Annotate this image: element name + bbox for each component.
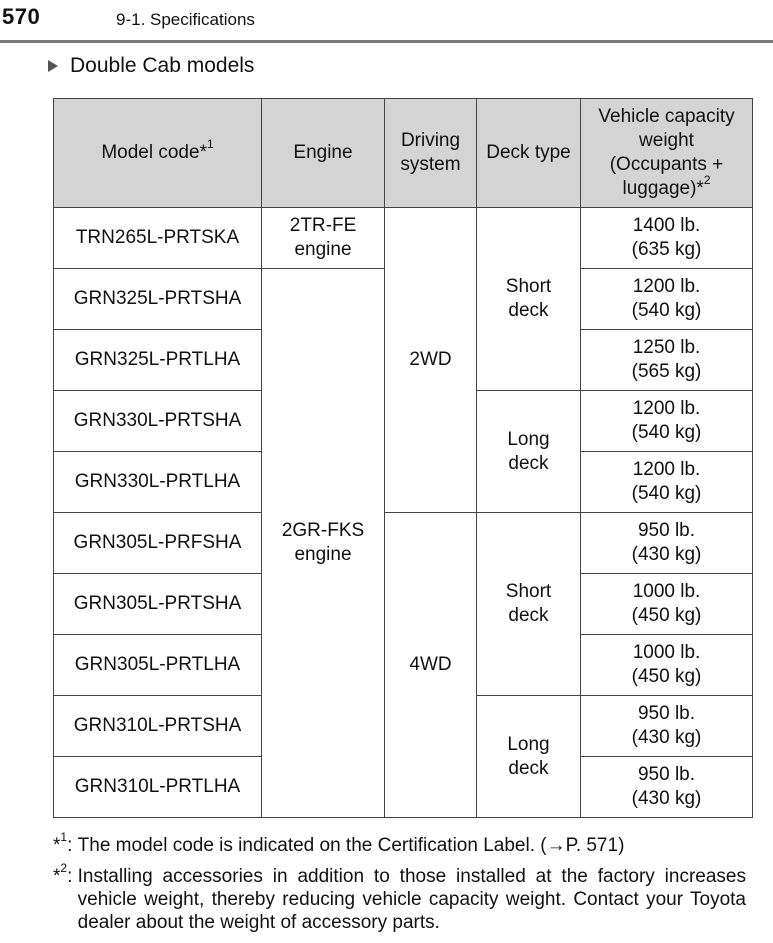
footnote-marker: *$^1$:: [53, 829, 78, 856]
header-model-code: Model code*$^1$: [54, 99, 262, 208]
model-code-cell: GRN310L-PRTLHA: [54, 757, 262, 818]
capacity-cell: 1200 lb. (540 kg): [581, 391, 753, 452]
model-code-cell: GRN325L-PRTSHA: [54, 269, 262, 330]
model-code-cell: GRN325L-PRTLHA: [54, 330, 262, 391]
capacity-cell: 1200 lb. (540 kg): [581, 452, 753, 513]
footnote-1: [53, 829, 746, 857]
page-number: 570: [2, 4, 41, 29]
header-deck-type: Deck type: [477, 99, 581, 208]
capacity-cell: 1000 lb. (450 kg): [581, 574, 753, 635]
footnote-text: Installing accessories in addition to those installed at the factory increases vehicle weight, thereby reducing vehicle capacity weight. Contact your Toyota dealer about the weight of accessory parts.: [77, 866, 746, 933]
table-header-row: [54, 99, 753, 208]
capacity-cell: 1000 lb. (450 kg): [581, 635, 753, 696]
capacity-cell: 1200 lb. (540 kg): [581, 269, 753, 330]
deck-type-cell: Long deck: [477, 696, 581, 818]
header-driving-system: Driving system: [385, 99, 477, 208]
footnote-marker: *$^2$:: [53, 860, 78, 887]
capacity-cell: 1250 lb. (565 kg): [581, 330, 753, 391]
header-rule: [0, 40, 773, 43]
footnote-text: The model code is indicated on the Certification Label. (→P. 571): [77, 835, 625, 856]
triangle-bullet-icon: [48, 60, 58, 72]
driving-system-cell: 4WD: [385, 513, 477, 818]
model-code-cell: GRN305L-PRTLHA: [54, 635, 262, 696]
model-code-cell: GRN305L-PRTSHA: [54, 574, 262, 635]
header-engine: Engine: [262, 99, 385, 208]
driving-system-cell: 2WD: [385, 208, 477, 513]
model-code-cell: GRN330L-PRTSHA: [54, 391, 262, 452]
model-code-cell: GRN305L-PRFSHA: [54, 513, 262, 574]
subsection-title: Double Cab models: [70, 54, 255, 77]
engine-cell: 2GR-FKS engine: [262, 269, 385, 818]
deck-type-cell: Short deck: [477, 208, 581, 391]
subsection-heading: [48, 54, 254, 78]
deck-type-cell: Long deck: [477, 391, 581, 513]
footnotes: [53, 829, 746, 934]
specification-table: [53, 98, 753, 818]
model-code-cell: TRN265L-PRTSKA: [54, 208, 262, 269]
model-code-cell: GRN330L-PRTLHA: [54, 452, 262, 513]
engine-cell: 2TR-FE engine: [262, 208, 385, 269]
header-capacity-weight: Vehicle capacity weight (Occupants + luggage)*$^2$: [581, 99, 753, 208]
table-row: [54, 513, 753, 574]
section-title: 9-1. Specifications: [116, 10, 255, 29]
capacity-cell: 950 lb. (430 kg): [581, 513, 753, 574]
capacity-cell: 1400 lb. (635 kg): [581, 208, 753, 269]
capacity-cell: 950 lb. (430 kg): [581, 696, 753, 757]
model-code-cell: GRN310L-PRTSHA: [54, 696, 262, 757]
capacity-cell: 950 lb. (430 kg): [581, 757, 753, 818]
table-row: [54, 208, 753, 269]
footnote-2: [53, 860, 746, 934]
deck-type-cell: Short deck: [477, 513, 581, 696]
